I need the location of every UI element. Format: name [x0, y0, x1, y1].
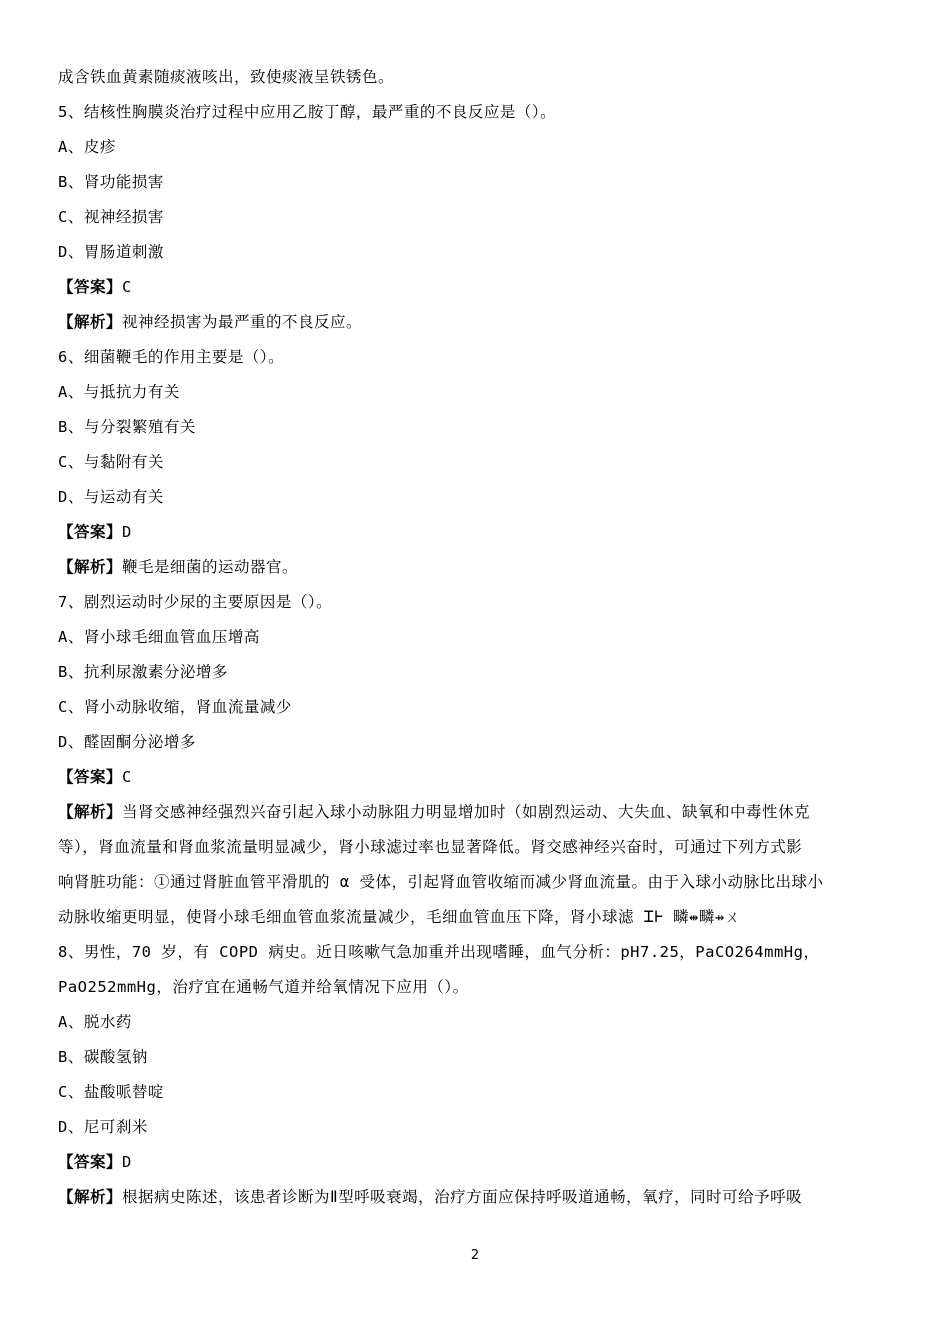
line-text: 动脉收缩更明显，使肾小球毛细血管血浆流量减少，毛细血管血压下降，肾小球滤 ᏆᎰ 疄⇹疄⇸ㄨ [58, 908, 741, 926]
line-text: D [122, 1153, 132, 1171]
page-content [58, 60, 894, 1215]
line-text: A、肾小球毛细血管血压增高 [58, 628, 260, 646]
text-line [58, 725, 894, 760]
text-line [58, 1075, 894, 1110]
line-text: D、与运动有关 [58, 488, 164, 506]
line-text: 当肾交感神经强烈兴奋引起入球小动脉阻力明显增加时（如剧烈运动、大失血、缺氧和中毒性休克 [122, 803, 811, 821]
line-text: C [122, 278, 132, 296]
text-line [58, 340, 894, 375]
text-line [58, 1110, 894, 1145]
line-text: 等），肾血流量和肾血浆流量明显减少，肾小球滤过率也显著降低。肾交感神经兴奋时，可通过下列方式影 [58, 838, 803, 856]
line-text: B、碳酸氢钠 [58, 1048, 148, 1066]
line-text: C [122, 768, 132, 786]
line-text: C、盐酸哌替啶 [58, 1083, 164, 1101]
line-text: 8、男性，70 岁，有 COPD 病史。近日咳嗽气急加重并出现嗜睡，血气分析：pH7.25，PaCO264mmHg， [58, 943, 820, 961]
question-line [58, 970, 894, 1005]
section-tag: 【解析】 [58, 803, 123, 821]
section-tag: 【答案】 [58, 1153, 123, 1171]
section-tag: 【解析】 [58, 313, 123, 331]
text-line [58, 550, 894, 585]
line-text: D、胃肠道刺激 [58, 243, 164, 261]
line-text: D、醛固酮分泌增多 [58, 733, 196, 751]
text-line [58, 690, 894, 725]
text-line [58, 200, 894, 235]
text-line [58, 375, 894, 410]
text-line [58, 515, 894, 550]
text-line [58, 620, 894, 655]
line-text: B、与分裂繁殖有关 [58, 418, 196, 436]
line-text: D [122, 523, 132, 541]
text-line [58, 165, 894, 200]
line-text: 成含铁血黄素随痰液咳出，致使痰液呈铁锈色。 [58, 68, 395, 86]
section-tag: 【解析】 [58, 1188, 123, 1206]
text-line [58, 130, 894, 165]
question-line [58, 935, 894, 970]
paragraph-line [58, 900, 894, 935]
text-line [58, 60, 894, 95]
line-text: A、皮疹 [58, 138, 116, 156]
text-line [58, 760, 894, 795]
text-line [58, 585, 894, 620]
line-text: A、与抵抗力有关 [58, 383, 180, 401]
text-line [58, 235, 894, 270]
section-tag: 【答案】 [58, 768, 123, 786]
paragraph-line [58, 830, 894, 865]
text-line [58, 445, 894, 480]
line-text: B、肾功能损害 [58, 173, 164, 191]
line-text: C、与黏附有关 [58, 453, 164, 471]
line-text: 6、细菌鞭毛的作用主要是（）。 [58, 348, 285, 366]
line-text: B、抗利尿激素分泌增多 [58, 663, 228, 681]
line-text: A、脱水药 [58, 1013, 132, 1031]
text-line [58, 270, 894, 305]
text-line [58, 480, 894, 515]
line-text: C、视神经损害 [58, 208, 164, 226]
line-text: 根据病史陈述，该患者诊断为Ⅱ型呼吸衰竭，治疗方面应保持呼吸道通畅，氧疗，同时可给予呼吸 [122, 1188, 803, 1206]
line-text: PaO252mmHg，治疗宜在通畅气道并给氧情况下应用（）。 [58, 978, 469, 996]
section-tag: 【解析】 [58, 558, 123, 576]
section-tag: 【答案】 [58, 278, 123, 296]
text-line [58, 1180, 894, 1215]
line-text: 响肾脏功能：①通过肾脏血管平滑肌的 α 受体，引起肾血管收缩而减少肾血流量。由于入球小动脉比出球小 [58, 873, 824, 891]
line-text: 5、结核性胸膜炎治疗过程中应用乙胺丁醇，最严重的不良反应是（）。 [58, 103, 557, 121]
text-line [58, 1040, 894, 1075]
page-number: 2 [470, 1248, 480, 1263]
section-tag: 【答案】 [58, 523, 123, 541]
text-line [58, 1145, 894, 1180]
text-line [58, 305, 894, 340]
text-line [58, 655, 894, 690]
line-text: C、肾小动脉收缩，肾血流量减少 [58, 698, 292, 716]
text-line [58, 1005, 894, 1040]
line-text: 视神经损害为最严重的不良反应。 [122, 313, 363, 331]
paragraph-line [58, 865, 894, 900]
text-line [58, 95, 894, 130]
line-text: 7、剧烈运动时少尿的主要原因是（）。 [58, 593, 333, 611]
line-text: D、尼可刹米 [58, 1118, 148, 1136]
line-text: 鞭毛是细菌的运动器官。 [122, 558, 299, 576]
text-line [58, 410, 894, 445]
analysis-paragraph [58, 795, 894, 935]
paragraph-line [58, 795, 894, 830]
